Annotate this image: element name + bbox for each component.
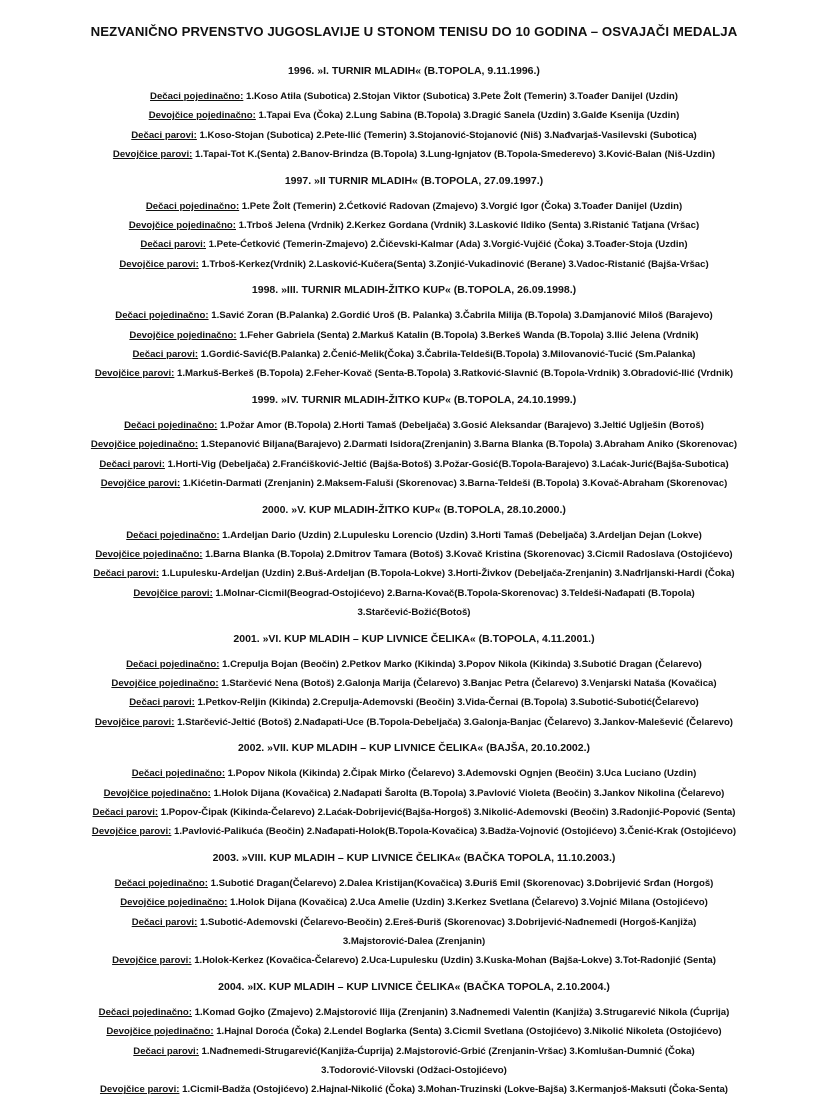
year-section-2004 [6, 981, 822, 1100]
result-line [6, 306, 822, 325]
result-line [6, 693, 822, 712]
category-label: Devojčice parovi: [94, 716, 175, 728]
result-line [6, 784, 822, 803]
year-section-1999 [6, 394, 822, 494]
category-label: Dečaci pojedinačno: [131, 768, 226, 780]
result-text: 1.Nađnemedi-Strugarević(Kanjiža-Ćuprija) 2.Majstorović-Grbić (Zrenjanin-Vršac) 3.Komlušan-Dumnić (Čoka) [198, 1045, 695, 1057]
result-text: 1.Tapai-Tot K.(Senta) 2.Banov-Brindza (B.Topola) 3.Lung-Ignjatov (B.Topola-Smederevo) 3.Ković-Balan (Niš-Uzdin) [192, 149, 716, 161]
result-line [6, 822, 822, 841]
result-text: 1.Subotić-Ademovski (Čelarevo-Beočin) 2.Ereš-Đuriš (Skorenovac) 3.Dobrijević-Nađnemedi (Horgoš-Kanjiža) [197, 916, 697, 928]
result-line [6, 1022, 822, 1041]
result-line [6, 803, 822, 822]
result-text: 1.Petkov-Reljin (Kikinda) 2.Crepulja-Ademovski (Beočin) 3.Vida-Černai (B.Topola) 3.Subotić-Subotić(Čelarevo) [194, 697, 699, 709]
category-label: Dečaci pojedinačno: [98, 1006, 192, 1018]
year-section-1998 [6, 284, 822, 384]
result-text: 1.Požar Amor (B.Topola) 2.Horti Tamaš (Debeljača) 3.Gosić Aleksandar (Barajevo) 3.Jeltić Uglješin (Boтоš) [217, 419, 704, 431]
result-text: 1.Koso-Stojan (Subotica) 2.Pete-Ilić (Temerin) 3.Stojanović-Stojanović (Niš) 3.Nađvarjaš-Vasilevski (Subotica) [196, 129, 697, 141]
category-label: Dečaci pojedinačno: [124, 419, 218, 431]
category-label: Devojčice parovi: [94, 368, 175, 380]
year-heading: 1998. »III. TURNIR MLADIH-ŽITKO KUP« (B.TOPOLA, 26.09.1998.) [251, 284, 577, 297]
category-label: Dečaci parovi: [133, 1045, 199, 1057]
result-line [6, 126, 822, 145]
result-text: 1.Popov Nikola (Kikinda) 2.Čipak Mirko (Čelarevo) 3.Ademovski Ognjen (Beočin) 3.Uca Luciano (Uzdin) [225, 768, 697, 780]
result-line [6, 526, 822, 545]
result-line [6, 674, 822, 693]
result-line [6, 764, 822, 783]
result-line [6, 455, 822, 474]
result-text: 1.Feher Gabriela (Senta) 2.Markuš Katalin (B.Topola) 3.Berkeš Wanda (B.Topola) 3.Ilić Jelena (Vrdnik) [236, 329, 699, 341]
category-label: Devojčice parovi: [112, 149, 193, 161]
result-text: 1.Pete-Ćetković (Temerin-Zmajevo) 2.Čičevski-Kalmar (Ada) 3.Vorgić-Vujčić (Čoka) 3.Toađer-Stoja (Uzdin) [206, 239, 688, 251]
result-text: 1.Trboš Jelena (Vrdnik) 2.Kerkez Gordana (Vrdnik) 3.Lasković Ildiko (Senta) 3.Ristanić Tatjana (Vršac) [236, 220, 700, 232]
result-text: 1.Hajnal Doroća (Čoka) 2.Lendel Boglarka (Senta) 3.Cicmil Svetlana (Ostojićevo) 3.Nikolić Nikoleta (Ostojićevo) [213, 1026, 722, 1038]
year-section-2002 [6, 742, 822, 842]
category-label: Dečaci parovi: [140, 239, 206, 251]
result-text: 1.Holok-Kerkez (Kovačica-Čelarevo) 2.Uca-Lupulesku (Uzdin) 3.Kuska-Mohan (Bajša-Lokve) 3.Tot-Radonjić (Senta) [191, 955, 716, 967]
result-text: 1.Stepanović Biljana(Barajevo) 2.Darmati Isidora(Zrenjanin) 3.Barna Blanka (B.Topola) 3.Abraham Aniko (Skorenovac) [198, 439, 738, 451]
category-label: Devojčice parovi: [100, 478, 181, 490]
result-text: 1.Crepulja Bojan (Beočin) 2.Petkov Marko (Kikinda) 3.Popov Nikola (Kikinda) 3.Subotić Dragan (Čelarevo) [219, 658, 702, 670]
result-line [6, 1042, 822, 1061]
category-label: Devojčice parovi: [133, 587, 213, 599]
year-section-1996 [6, 65, 822, 165]
result-line [6, 145, 822, 164]
result-line [6, 913, 822, 932]
year-heading: 1999. »IV. TURNIR MLADIH-ŽITKO KUP« (B.TOPOLA, 24.10.1999.) [251, 393, 577, 406]
result-line [6, 584, 822, 603]
result-line [6, 197, 822, 216]
category-label: Dečaci parovi: [131, 916, 198, 928]
result-text: 1.Lupulesku-Ardeljan (Uzdin) 2.Buš-Ardeljan (B.Topola-Lokve) 3.Horti-Živkov (Debeljača-Zrenjanin) 3.Nađrljanski-Hardi (Čoka) [159, 568, 735, 580]
year-heading: 1996. »I. TURNIR MLADIH« (B.TOPOLA, 9.11.1996.) [288, 65, 540, 77]
result-line [6, 1003, 822, 1022]
result-line [6, 435, 822, 454]
category-label: Dečaci parovi: [132, 349, 199, 361]
category-label: Dečaci pojedinačno: [126, 658, 220, 670]
year-heading: 2001. »VI. KUP MLADIH – KUP LIVNICE ČELIKA« (B.TOPOLA, 4.11.2001.) [233, 632, 595, 645]
result-line [6, 564, 822, 583]
year-heading: 2004. »IX. KUP MLADIH – KUP LIVNICE ČELIKA« (BAČKA TOPOLA, 2.10.2004.) [218, 980, 610, 993]
category-label: Devojčice pojedinačno: [129, 329, 237, 341]
result-text: 1.Barna Blanka (B.Topola) 2.Dmitrov Tamara (Botoš) 3.Kovač Kristina (Skorenovac) 3.Cicmil Radoslava (Ostojićevo) [202, 548, 733, 560]
result-text: 1.Starčević-Jeltić (Botoš) 2.Nađapati-Uce (B.Topola-Debeljača) 3.Galonja-Banjac (Čelarevo) 3.Jankov-Malešević (Čelarevo) [174, 716, 734, 728]
category-label: Dečaci pojedinačno: [115, 310, 209, 322]
result-line [6, 326, 822, 345]
result-line [6, 216, 822, 235]
year-section-2003 [6, 852, 822, 971]
result-text: 1.Koso Atila (Subotica) 2.Stojan Viktor (Subotica) 3.Pete Žolt (Temerin) 3.Toađer Danijel (Uzdin) [243, 91, 678, 102]
result-text: 1.Starčević Nena (Botoš) 2.Galonja Marija (Čelarevo) 3.Banjac Petra (Čelarevo) 3.Venjarski Nataša (Kovačica) [218, 677, 717, 689]
result-text: 1.Holok Dijana (Kovačica) 2.Nađapati Šarolta (B.Topola) 3.Pavlović Violeta (Beočin) 3.Jankov Nikolina (Čelarevo) [210, 787, 725, 799]
category-label: Devojčice pojedinačno: [120, 897, 228, 909]
result-continuation: 3.Starčević-Božić(Botoš) [357, 607, 471, 619]
category-label: Devojčice pojedinačno: [90, 439, 199, 451]
result-text: 1.Ardeljan Dario (Uzdin) 2.Lupulesku Lorencio (Uzdin) 3.Horti Tamaš (Debeljača) 3.Ardeljan Dejan (Lokve) [219, 529, 702, 541]
category-label: Devojčice pojedinačno: [103, 787, 211, 799]
category-label: Devojčice parovi: [112, 955, 192, 967]
result-line [6, 364, 822, 383]
result-text: 1.Subotić Dragan(Čelarevo) 2.Dalea Kristijan(Kovačica) 3.Đuriš Emil (Skorenovac) 3.Dobrijević Srđan (Horgoš) [207, 877, 714, 889]
year-heading: 1997. »II TURNIR MLADIH« (B.TOPOLA, 27.09.1997.) [284, 174, 544, 187]
category-label: Dečaci parovi: [92, 806, 159, 818]
result-text: 1.Pete Žolt (Temerin) 2.Ćetković Radovan (Zmajevo) 3.Vorgić Igor (Čoka) 3.Toađer Danijel (Uzdin) [239, 200, 683, 212]
result-line [6, 893, 822, 912]
year-heading: 2000. »V. KUP MLADIH-ŽITKO KUP« (B.TOPOLA, 28.10.2000.) [262, 503, 566, 516]
result-line [6, 255, 822, 274]
result-line [6, 474, 822, 493]
result-line [6, 1080, 822, 1099]
result-line [6, 951, 822, 970]
result-text: 1.Gordić-Savić(B.Palanka) 2.Čenić-Melik(Čoka) 3.Čabrila-Teldeši(B.Topola) 3.Milovanović-Tucić (Sm.Palanka) [198, 349, 696, 361]
result-line [6, 106, 822, 125]
result-text: 1.Markuš-Berkeš (B.Topola) 2.Feher-Kovač (Senta-B.Topola) 3.Ratković-Slavnić (B.Topola-Vrdnik) 3.Obradović-Ilić (Vrdnik) [174, 368, 734, 380]
category-label: Dečaci pojedinačno: [126, 529, 220, 541]
result-text: 1.Horti-Vig (Debeljača) 2.Franćišković-Jeltić (Bajša-Botoš) 3.Požar-Gosić(B.Topola-Barajevo) 3.Laćak-Jurić(Bajša-Subotica) [164, 458, 729, 470]
result-text: 1.Trboš-Kerkez(Vrdnik) 2.Lasković-Kučera(Senta) 3.Zonjić-Vukadinović (Beranе) 3.Vadoc-Ristanić (Bajša-Vršac) [198, 258, 709, 270]
result-line [6, 235, 822, 254]
result-line [6, 87, 822, 106]
category-label: Devojčice parovi: [99, 1084, 180, 1096]
result-line [6, 416, 822, 435]
category-label: Dečaci parovi: [99, 458, 165, 470]
result-line [6, 713, 822, 732]
result-text: 1.Savić Zoran (B.Palanka) 2.Gordić Uroš (B. Palanka) 3.Čabrila Milija (B.Topola) 3.Damjanović Miloš (Barajevo) [208, 310, 713, 322]
category-label: Devojčice pojedinačno: [106, 1026, 214, 1038]
result-text: 1.Popov-Čipak (Kikinda-Čelarevo) 2.Laćak-Dobrijević(Bajša-Horgoš) 3.Nikolić-Ademovski (Beočin) 3.Radonjić-Popović (Senta) [158, 806, 736, 818]
result-text: 1.Tapai Eva (Čoka) 2.Lung Sabina (B.Topola) 3.Dragić Sanela (Uzdin) 3.Galđe Ksenija (Uzdin) [255, 110, 680, 122]
year-section-1997 [6, 175, 822, 275]
category-label: Dečaci pojedinačno: [114, 877, 208, 889]
result-line [6, 874, 822, 893]
result-line [6, 345, 822, 364]
result-text: 1.Komad Gojko (Zmajevo) 2.Majstorović Ilija (Zrenjanin) 3.Nađnemedi Valentin (Kanjiža) 3.Strugarević Nikola (Ćuprija) [191, 1006, 730, 1018]
result-text: 1.Holok Dijana (Kovačica) 2.Uca Amelie (Uzdin) 3.Kerkez Svetlana (Čelarevo) 3.Vojnić Milana (Ostojićevo) [227, 897, 708, 909]
document-title: NEZVANIČNO PRVENSTVO JUGOSLAVIJE U STONOM TENISU DO 10 GODINA – OSVAJAČI MEDALJA [90, 24, 738, 39]
category-label: Dečaci parovi: [129, 697, 195, 709]
result-line [6, 655, 822, 674]
category-label: Dečaci pojedinačno: [150, 91, 244, 102]
result-text: 1.Cicmil-Badža (Ostojićevo) 2.Hajnal-Nikolić (Čoka) 3.Mohan-Truzinski (Lokve-Bajša) 3.Kermanjoš-Maksuti (Čoka-Senta) [179, 1084, 729, 1096]
result-text: 1.Pavlović-Palikuća (Beočin) 2.Nađapati-Holok(B.Topola-Kovačica) 3.Badža-Vojnović (Ostojićevo) 3.Čenić-Krak (Ostojićevo) [171, 826, 737, 838]
result-line [6, 545, 822, 564]
result-continuation: 3.Todorović-Vilovski (Odžaci-Ostojićevo) [321, 1065, 507, 1077]
result-continuation: 3.Majstorović-Dalea (Zrenjanin) [342, 936, 486, 947]
result-text: 1.Kićetin-Darmati (Zrenjanin) 2.Maksem-Faluši (Skorenovac) 3.Barna-Teldeši (B.Topola) 3.Kovač-Abraham (Skorenovac) [180, 478, 728, 490]
year-section-2000 [6, 504, 822, 623]
category-label: Devojčice pojedinačno: [111, 677, 219, 689]
year-heading: 2003. »VIII. KUP MLADIH – KUP LIVNICE ČELIKA« (BAČKA TOPOLA, 11.10.2003.) [212, 851, 616, 864]
category-label: Dečaci parovi: [93, 568, 160, 580]
category-label: Dečaci parovi: [131, 129, 197, 141]
category-label: Devojčice pojedinačno: [128, 220, 236, 232]
category-label: Devojčice parovi: [119, 258, 199, 270]
category-label: Dečaci pojedinačno: [145, 200, 240, 212]
category-label: Devojčice parovi: [91, 826, 172, 838]
year-heading: 2002. »VII. KUP MLADIH – KUP LIVNICE ČELIKA« (BAJŠA, 20.10.2002.) [237, 742, 591, 755]
year-section-2001 [6, 633, 822, 733]
category-label: Devojčice pojedinačno: [148, 110, 256, 122]
result-text: 1.Molnar-Cicmil(Beograd-Ostojićevo) 2.Barna-Kovač(B.Topola-Skorenovac) 3.Teldeši-Nađapati (B.Topola) [212, 587, 695, 599]
category-label: Devojčice pojedinačno: [95, 548, 203, 560]
